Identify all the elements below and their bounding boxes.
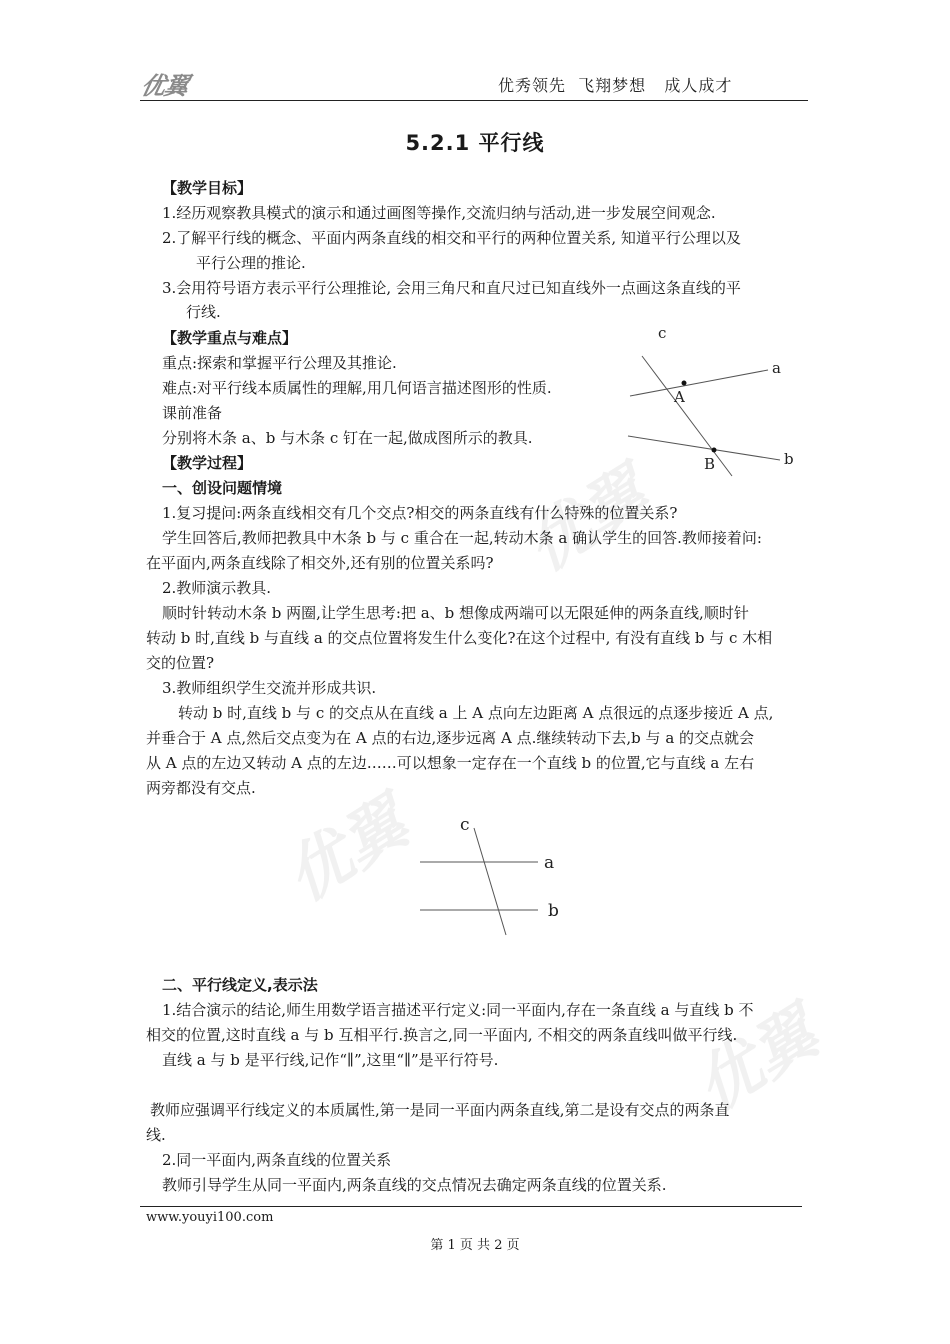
label-b: b xyxy=(548,901,559,921)
label-b: b xyxy=(784,450,794,468)
text-line: 顺时针转动木条 b 两圈,让学生思考:把 a、b 想像成两端可以无限延伸的两条直线,顺时针 xyxy=(162,604,749,622)
text-line: 3.会用符号语方表示平行公理推论, 会用三角尺和直尺过已知直线外一点画这条直线的平 xyxy=(162,279,741,297)
text-line: 教师应强调平行线定义的本质属性,第一是同一平面内两条直线,第二是设有交点的两条直 xyxy=(150,1101,730,1119)
text-line: 两旁都没有交点. xyxy=(146,779,256,797)
label-A: A xyxy=(674,388,685,406)
text-line: 转动 b 时,直线 b 与直线 a 的交点位置将发生什么变化?在这个过程中, 有没有直线 b 与 c 木相 xyxy=(146,629,773,647)
point-B xyxy=(712,448,717,453)
text-line: 交的位置? xyxy=(146,654,215,672)
text-line: 学生回答后,教师把教具中木条 b 与 c 重合在一起,转动木条 a 确认学生的回答.教师接着问: xyxy=(162,529,762,547)
line-a xyxy=(630,370,768,396)
label-c: c xyxy=(658,324,667,342)
label-a: a xyxy=(544,853,555,873)
text-line: 3.教师组织学生交流并形成共识. xyxy=(162,679,377,697)
watermark-logo: 优翼 xyxy=(273,785,422,917)
header-divider xyxy=(140,100,808,101)
text-line: 线. xyxy=(146,1126,166,1144)
text-line: 转动 b 时,直线 b 与 c 的交点从在直线 a 上 A 点向左边距离 A 点很远的点逐步接近 A 点, xyxy=(178,704,774,722)
line-c xyxy=(642,356,732,476)
page-title: 5.2.1 平行线 xyxy=(405,131,545,155)
text-line: 从 A 点的左边又转动 A 点的左边……可以想象一定存在一个直线 b 的位置,它与直线 a 左右 xyxy=(146,754,755,772)
text-line: 在平面内,两条直线除了相交外,还有别的位置关系吗? xyxy=(146,554,494,572)
text-line: 直线 a 与 b 是平行线,记作“∥”,这里“∥”是平行符号. xyxy=(162,1051,499,1069)
text-line: 课前准备 xyxy=(162,404,223,422)
label-B: B xyxy=(704,455,716,473)
text-line: 重点:探索和掌握平行公理及其推论. xyxy=(162,354,397,372)
footer-url: www.youyi100.com xyxy=(146,1210,274,1225)
section-heading: 【教学过程】 xyxy=(162,454,253,472)
header-slogan: 优秀领先 飞翔梦想 成人成才 xyxy=(498,76,733,95)
line-c xyxy=(474,828,506,935)
intersecting-lines-figure xyxy=(620,318,820,478)
section-heading: 【教学目标】 xyxy=(162,179,253,197)
label-c: c xyxy=(460,815,470,835)
footer-divider xyxy=(140,1206,802,1207)
label-a: a xyxy=(772,359,781,377)
section-heading: 一、创设问题情境 xyxy=(162,479,283,497)
brand-logo: 优翼 xyxy=(138,72,191,100)
text-line: 分别将木条 a、b 与木条 c 钉在一起,做成图所示的教具. xyxy=(162,429,533,447)
text-line: 教师引导学生从同一平面内,两条直线的交点情况去确定两条直线的位置关系. xyxy=(162,1176,667,1194)
page-number: 第 1 页 共 2 页 xyxy=(430,1238,520,1253)
section-heading: 二、平行线定义,表示法 xyxy=(162,976,318,994)
text-line: 1.结合演示的结论,师生用数学语言描述平行定义:同一平面内,存在一条直线 a 与直线 b 不 xyxy=(162,1001,754,1019)
text-line: 难点:对平行线本质属性的理解,用几何语言描述图形的性质. xyxy=(162,379,552,397)
parallel-lines-figure xyxy=(410,810,590,940)
text-line: 2.同一平面内,两条直线的位置关系 xyxy=(162,1151,392,1169)
section-heading: 【教学重点与难点】 xyxy=(162,329,298,347)
text-line: 行线. xyxy=(186,303,221,321)
text-line: 1.经历观察教具模式的演示和通过画图等操作,交流归纳与活动,进一步发展空间观念. xyxy=(162,204,716,222)
text-line: 相交的位置,这时直线 a 与 b 互相平行.换言之,同一平面内, 不相交的两条直线叫做平行线. xyxy=(146,1026,738,1044)
watermark-logo: 优翼 xyxy=(513,455,662,587)
text-line: 2.了解平行线的概念、平面内两条直线的相交和平行的两种位置关系, 知道平行公理以及 xyxy=(162,229,741,247)
watermark-logo: 优翼 xyxy=(683,995,832,1127)
text-line: 平行公理的推论. xyxy=(196,254,306,272)
text-line: 2.教师演示教具. xyxy=(162,579,272,597)
point-A xyxy=(682,381,687,386)
text-line: 1.复习提问:两条直线相交有几个交点?相交的两条直线有什么特殊的位置关系? xyxy=(162,504,678,522)
text-line: 并垂合于 A 点,然后交点变为在 A 点的右边,逐步远离 A 点.继续转动下去,b 与 a 的交点就会 xyxy=(146,729,755,747)
